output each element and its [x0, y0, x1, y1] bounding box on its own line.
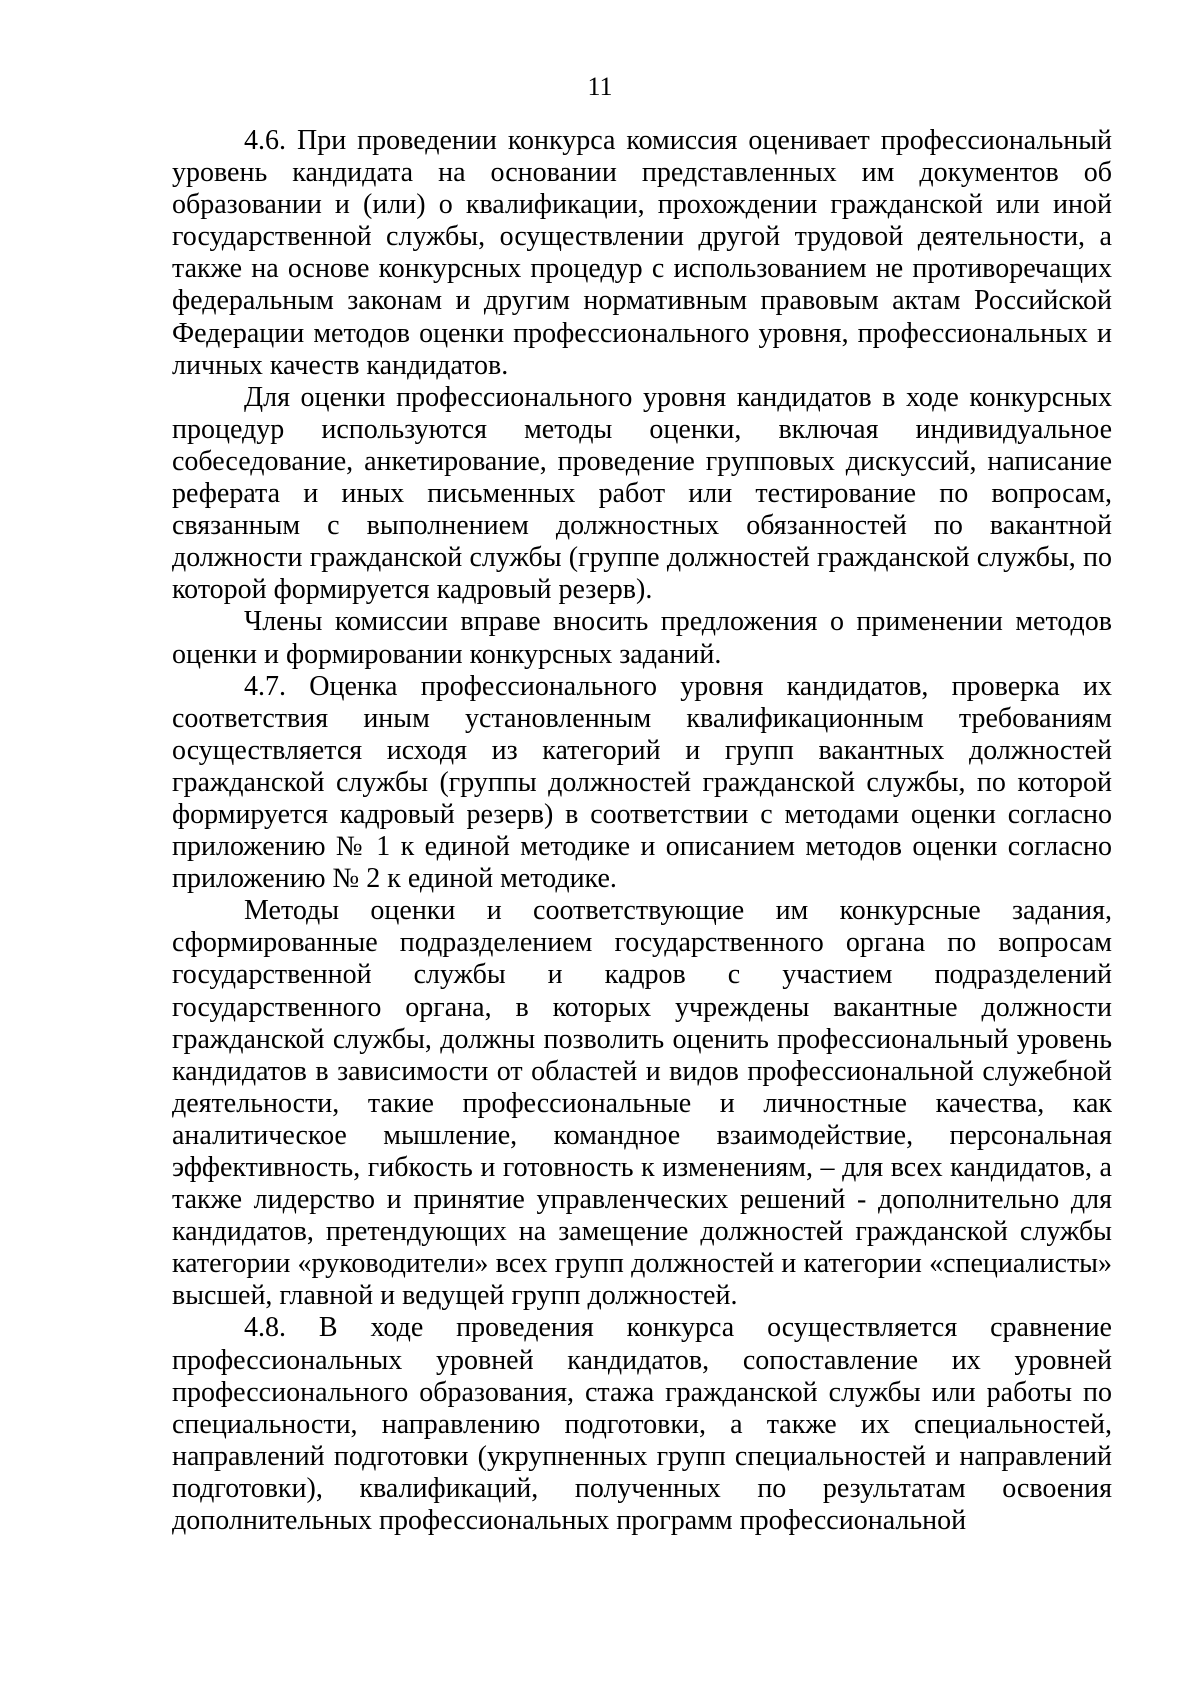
page-number: 11: [587, 72, 613, 101]
paragraph-4-7: 4.7. Оценка профессионального уровня кандидатов, проверка их соответствия иным установленным квалификационным требованиям осуществляется исходя из категорий и групп вакантных должностей гражданской службы (группы должностей гражданской службы, по которой формируется кадровый резерв) в соответствии с методами оценки согласно приложению № 1 к единой методике и описанием методов оценки согласно приложению № 2 к единой методике.: [172, 670, 1112, 895]
paragraph-assessment-methods: Для оценки профессионального уровня кандидатов в ходе конкурсных процедур используются методы оценки, включая индивидуальное собеседование, анкетирование, проведение групповых дискуссий, написание реферата и иных письменных работ или тестирование по вопросам, связанным с выполнением должностных обязанностей по вакантной должности гражданской службы (группе должностей гражданской службы, по которой формируется кадровый резерв).: [172, 381, 1112, 606]
paragraph-4-6: 4.6. При проведении конкурса комиссия оценивает профессиональный уровень кандидата на основании представленных им документов об образовании и (или) о квалификации, прохождении гражданской или иной государственной службы, осуществлении другой трудовой деятельности, а также на основе конкурсных процедур с использованием не противоречащих федеральным законам и другим нормативным правовым актам Российской Федерации методов оценки профессионального уровня, профессиональных и личных качеств кандидатов.: [172, 125, 1112, 381]
paragraph-4-8: 4.8. В ходе проведения конкурса осуществляется сравнение профессиональных уровней кандидатов, сопоставление их уровней профессионального образования, стажа гражданской службы или работы по специальности, направлению подготовки, а также их специальностей, направлений подготовки (укрупненных групп специальностей и направлений подготовки), квалификаций, полученных по результатам освоения дополнительных профессиональных программ профессиональной: [172, 1312, 1112, 1537]
paragraph-methods-and-tasks: Методы оценки и соответствующие им конкурсные задания, сформированные подразделением государственного органа по вопросам государственной службы и кадров с участием подразделений государственного органа, в которых учреждены вакантные должности гражданской службы, должны позволить оценить профессиональный уровень кандидатов в зависимости от областей и видов профессиональной служебной деятельности, такие профессиональные и личностные качества, как аналитическое мышление, командное взаимодействие, персональная эффективность, гибкость и готовность к изменениям, – для всех кандидатов, а также лидерство и принятие управленческих решений - дополнительно для кандидатов, претендующих на замещение должностей гражданской службы категории «руководители» всех групп должностей и категории «специалисты» высшей, главной и ведущей групп должностей.: [172, 895, 1112, 1312]
paragraph-commission-members: Члены комиссии вправе вносить предложения о применении методов оценки и формировании конкурсных заданий.: [172, 606, 1112, 670]
document-body: [172, 125, 1112, 1537]
